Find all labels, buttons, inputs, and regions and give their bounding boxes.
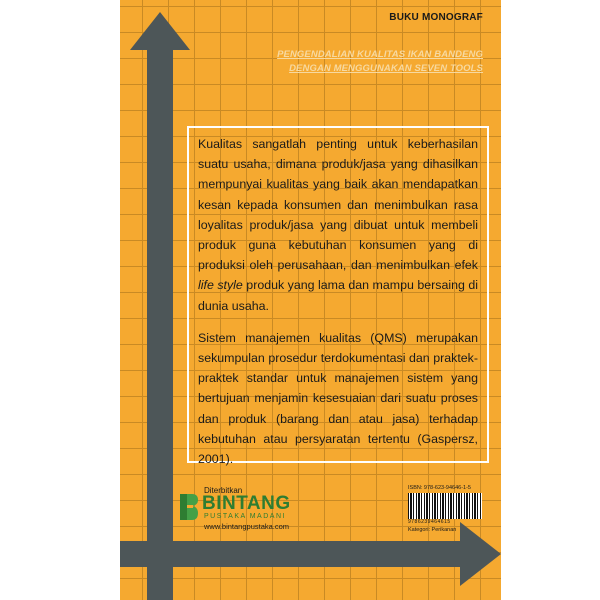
paragraph-1-text: Kualitas sangatlah penting untuk keberhasilan suatu usaha, dimana produk/jasa yang dihasilkan mempunyai kualitas yang baik akan mendapatkan kesan kepada konsumen dan menimbulkan rasa loyalitas produk/jasa yang dibuat untuk membeli produk guna kebutuhan konsumen yang di produksi oleh perusahaan, dan menimbulkan efek: [198, 137, 478, 273]
barcode-number: 9786239464615: [408, 519, 451, 525]
book-type-label: BUKU MONOGRAF: [389, 12, 483, 23]
synopsis-paragraph-2: Sistem manajemen kualitas (QMS) merupakan sekumpulan prosedur terdokumentasi dan praktek-praktek standar untuk manajemen sistem yang bertujuan menjamin kesesuaian dari suatu proses dan produk (barang dan atau jasa) terhadap kebutuhan atau persyaratan tertentu (Gaspersz, 2001).: [198, 330, 478, 467]
synopsis-paragraph-1: [198, 134, 478, 316]
synopsis-text: [198, 134, 478, 481]
publisher-name: BINTANG: [202, 493, 291, 514]
horizontal-arrow-shaft: [120, 541, 475, 567]
isbn-block: [408, 485, 482, 533]
paragraph-1-italic: life style: [198, 278, 243, 293]
vertical-arrow-shaft: [147, 30, 173, 600]
book-title: PENGENDALIAN KUALITAS IKAN BANDENG DENGAN MENGGUNAKAN SEVEN TOOLS: [277, 49, 483, 74]
paragraph-1-text-end: produk yang lama dan mampu bersaing di dunia usaha.: [198, 278, 478, 313]
publisher-tagline: PUSTAKA MADANI: [204, 513, 286, 520]
barcode-image: [408, 493, 482, 519]
isbn-label: ISBN: 978-623-94646-1-5: [408, 485, 471, 491]
publisher-website: www.bintangpustaka.com: [204, 522, 290, 531]
vertical-arrow-tip: [130, 12, 190, 50]
published-by-label: Diterbitkan: [204, 486, 243, 495]
book-back-cover: [120, 0, 501, 600]
category-label: Kategori: Perikanan: [408, 527, 457, 533]
publisher-logo-icon: [180, 494, 198, 520]
